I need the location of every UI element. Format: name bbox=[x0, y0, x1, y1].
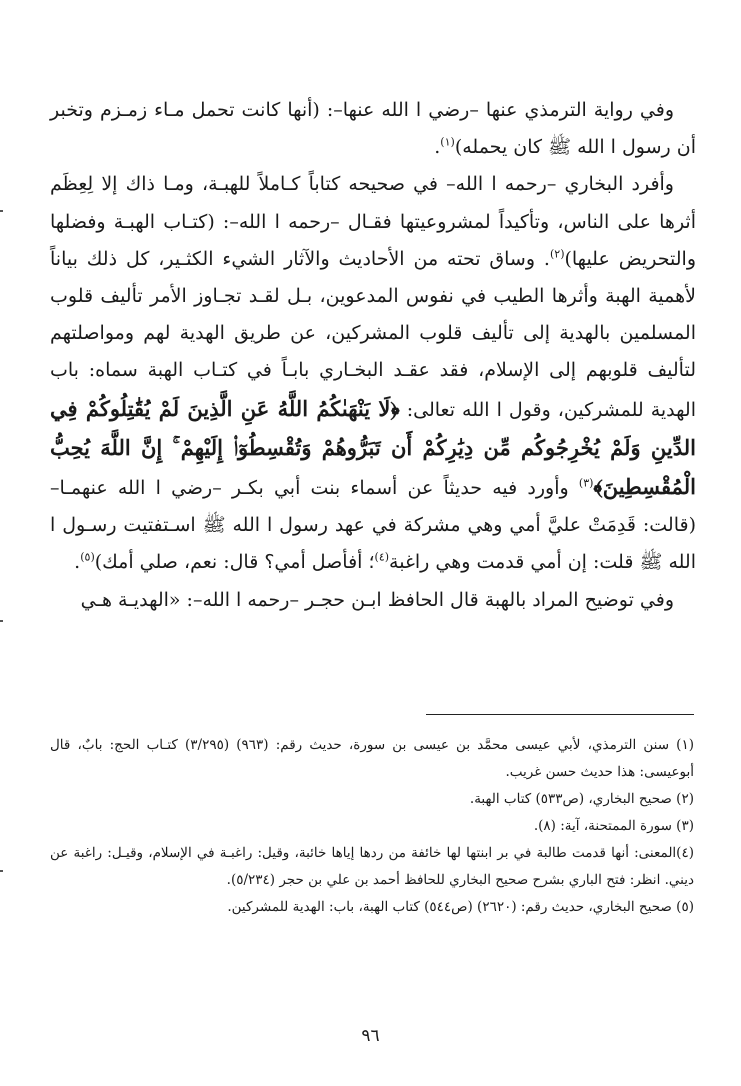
paragraph-tirmidhi bbox=[50, 92, 696, 166]
paragraph-end: . bbox=[74, 551, 81, 574]
footnote-5: (٥) صحيح البخاري، حديث رقم: (٢٦٢٠) (ص٥٤٤) كتاب الهبة، باب: الهدية للمشركين. bbox=[227, 899, 694, 915]
paragraph-text: ؛ أفأصل أمي؟ قال: نعم، صلي أمك) bbox=[94, 551, 375, 574]
paragraph-bukhari bbox=[50, 166, 696, 581]
margin-mark bbox=[0, 870, 3, 872]
footnote-ref-2[interactable]: (٢) bbox=[549, 247, 565, 261]
margin-mark bbox=[0, 210, 3, 212]
paragraph-text: وأفرد البخاري –رحمه ا الله– في صحيحه كتاباً كـاملاً للهبـة، ومـا ذاك إلا لِعِظَم أثرها على الناس، وتأكيداً لمشروعيتها فقـال –رحمه ا الله–: (كتـاب الهبـة وفضلها والتحريض عليها) bbox=[50, 173, 696, 270]
page-number: ٩٦ bbox=[361, 1026, 380, 1046]
footnote-3: (٣) سورة الممتحنة، آية: (٨). bbox=[533, 818, 694, 834]
footnote-separator bbox=[426, 714, 694, 715]
paragraph-text: وفي توضيح المراد بالهبة قال الحافظ ابـن حجـر –رحمه ا الله–: «الهديـة هـي bbox=[80, 588, 674, 611]
footnote-ref-1[interactable]: (١) bbox=[440, 135, 455, 149]
footnote-1: (١) سنن الترمذي، لأبي عيسى محمَّد بن عيسى بن سورة، حديث رقم: (٩٦٣) (٣/٢٩٥) كتـاب الحج: بابٌ، قال أبوعيسى: هذا حديث حسن غريب. bbox=[50, 737, 694, 780]
footnote-ref-5[interactable]: (٥) bbox=[80, 551, 95, 565]
footnotes bbox=[50, 732, 696, 921]
paragraph-text: . وساق تحته من الأحاديث والآثار الشيء الكثـير، كل ذلك بياناً لأهمية الهبة وأثرها الطيب في نفوس المدعوين، بـل لقـد تجـاوز الأمر تأليف قلوب المسلمين بالهدية إلى تأليف قلوب المشركين، عن طريق الهدية لهم ومواصلتهم لتأليف قلوبهم إلى الإسلام، فقد عقـد البخـاري بابـاً في كتـاب الهبة سماه: باب الهدية للمشركين، وقول ا الله تعالى: bbox=[50, 247, 696, 421]
margin-mark bbox=[0, 620, 3, 622]
paragraph-ibn-hajar bbox=[50, 582, 696, 619]
footnote-2: (٢) صحيح البخاري، (ص٥٣٣) كتاب الهبة. bbox=[469, 791, 694, 807]
footnote-ref-4[interactable]: (٤) bbox=[374, 551, 390, 565]
quran-verse: ﴿لَا يَنْهَىٰكُمُ اللَّهُ عَنِ الَّذِينَ لَمْ يُقَٰتِلُوكُمْ فِي الدِّينِ وَلَمْ يُخْرِجُوكُم مِّن دِيَٰرِكُمْ أَن تَبَرُّوهُمْ وَتُقْسِطُوٓا۟ إِلَيْهِمْ ۚ إِنَّ اللَّهَ يُحِبُّ الْمُقْسِطِينَ﴾ bbox=[50, 395, 696, 500]
paragraph-end: . bbox=[434, 136, 441, 159]
paragraph-text: وفي رواية الترمذي عنها –رضي ا الله عنها–: (أنها كانت تحمل مـاء زمـزم وتخبر أن رسول ا الله ﷺ كان يحمله) bbox=[50, 99, 696, 159]
paragraph-text: وأورد فيه حديثاً عن أسماء بنت أبي بكـر –رضي ا الله عنهمـا– (قالت: قَدِمَتْ عليَّ أمي وهي مشركة في عهد رسول ا الله ﷺ اسـتفتيت رسـول ا الله ﷺ قلت: إن أمي قدمت وهي راغبة bbox=[50, 477, 696, 574]
main-text bbox=[50, 92, 696, 619]
footnote-ref-3[interactable]: (٣) bbox=[578, 476, 594, 490]
footnote-4: (٤)المعنى: أنها قدمت طالبة في بر ابنتها لها خائفة من ردها إياها خائبة، وقيل: راغبـة في الإسلام، وقيـل: راغبة عن ديني. انظر: فتح الباري بشرح صحيح البخاري للحافظ أحمد بن علي بن حجر (٥/٢٣٤). bbox=[50, 845, 694, 888]
